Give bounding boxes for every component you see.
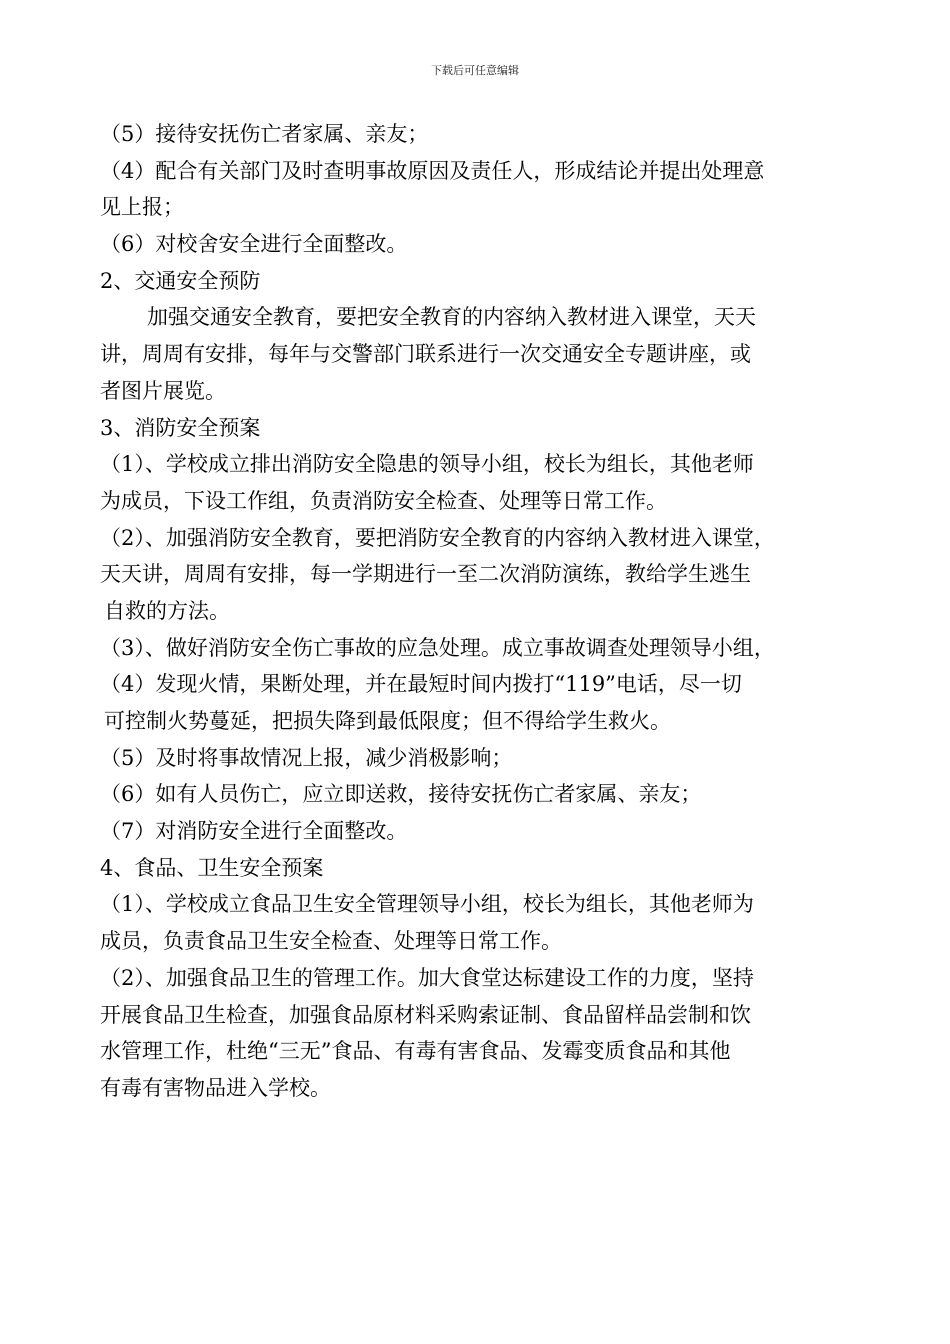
paragraph-line: 可控制火势蔓延，把损失降到最低限度；但不得给学生救火。	[104, 709, 671, 733]
paragraph-line: 者图片展览。	[100, 378, 226, 403]
section-heading: 2、交通安全预防	[100, 268, 261, 293]
paragraph-line: 见上报；	[100, 195, 184, 220]
paragraph-line: 水管理工作，杜绝“三无”食品、有毒有害食品、发霉变质食品和其他	[100, 1039, 731, 1064]
header-note: 下载后可任意编辑	[431, 64, 519, 77]
paragraph-line: 自救的方法。	[104, 598, 230, 623]
list-item: （5）及时将事故情况上报，减少消极影响；	[100, 745, 513, 770]
list-item: （1）、学校成立食品卫生安全管理领导小组，校长为组长，其他老师为	[100, 892, 754, 917]
paragraph-line: 天天讲，周周有安排，每一学期进行一至二次消防演练，教给学生逃生	[100, 562, 751, 587]
list-item: （6）如有人员伤亡，应立即送救，接待安抚伤亡者家属、亲友；	[100, 782, 702, 807]
document-body	[100, 116, 870, 1107]
paragraph-line: 有毒有害物品进入学校。	[100, 1075, 331, 1100]
list-item: （4）发现火情，果断处理，并在最短时间内拨打“119”电话，尽一切	[100, 672, 742, 697]
list-item: （2）、加强食品卫生的管理工作。加大食堂达标建设工作的力度，坚持	[100, 965, 754, 990]
list-item: （6）对校舍安全进行全面整改。	[100, 232, 408, 257]
section-heading: 4、食品、卫生安全预案	[100, 855, 324, 880]
list-item: （7）对消防安全进行全面整改。	[100, 819, 408, 844]
paragraph-line: 成员，负责食品卫生安全检查、处理等日常工作。	[100, 929, 562, 954]
paragraph-line: 为成员，下设工作组，负责消防安全检查、处理等日常工作。	[100, 488, 667, 513]
list-item: （3）、做好消防安全伤亡事故的应急处理。成立事故调查处理领导小组，	[100, 635, 775, 660]
list-item: （1）、学校成立排出消防安全隐患的领导小组，校长为组长，其他老师	[100, 452, 754, 477]
list-item: （2）、加强消防安全教育，要把消防安全教育的内容纳入教材进入课堂，	[100, 525, 775, 550]
list-item: （5）接待安抚伤亡者家属、亲友；	[100, 122, 429, 146]
list-item: （4）配合有关部门及时查明事故原因及责任人，形成结论并提出处理意	[100, 158, 765, 183]
paragraph-line: 加强交通安全教育，要把安全教育的内容纳入教材进入课堂，天天	[147, 305, 756, 330]
paragraph-line: 讲，周周有安排，每年与交警部门联系进行一次交通安全专题讲座，或	[100, 342, 751, 367]
section-heading: 3、消防安全预案	[100, 415, 261, 440]
paragraph-line: 开展食品卫生检查，加强食品原材料采购索证制、食品留样品尝制和饮	[100, 1002, 751, 1027]
